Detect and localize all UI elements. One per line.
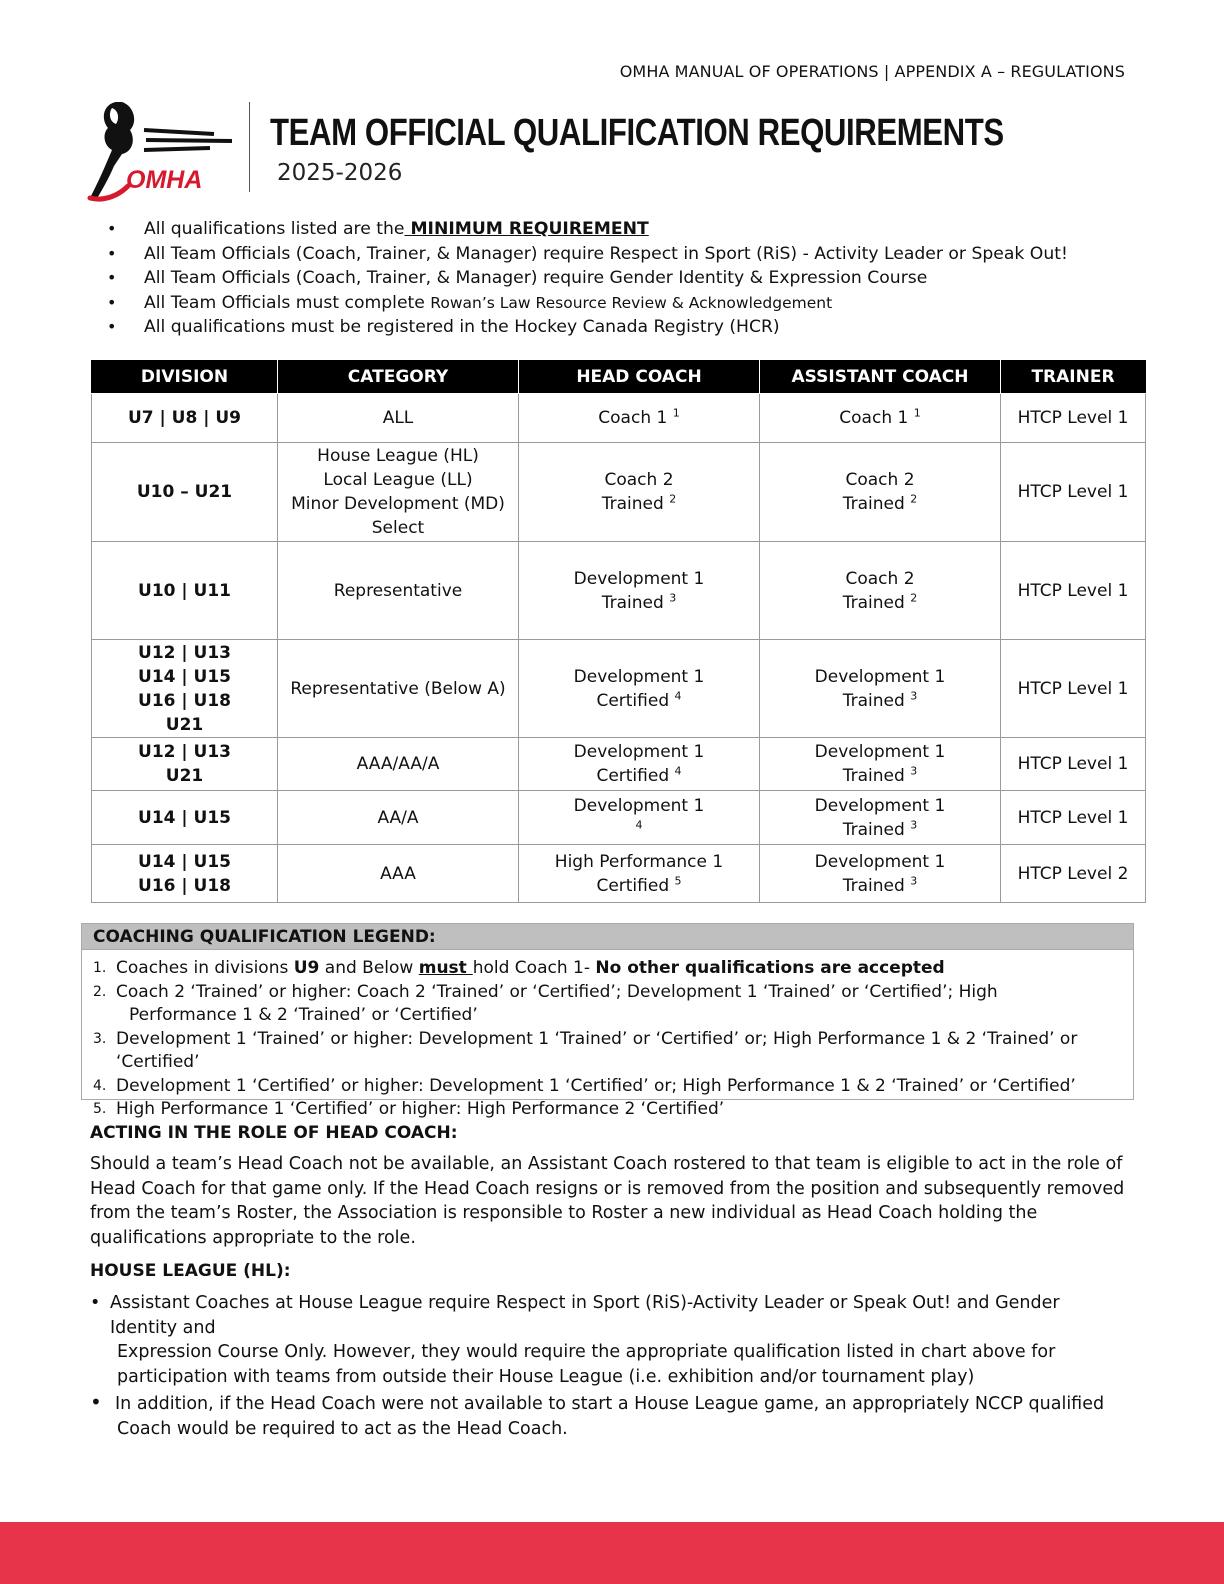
cell-line: Coach 1: [839, 408, 909, 428]
column-header-division: DIVISION: [92, 360, 278, 394]
head-coach-cell: [519, 791, 760, 845]
head-coach-cell: [519, 542, 760, 640]
legend-emphasis: U9: [293, 958, 320, 978]
cell-line: High Performance 1: [554, 851, 724, 872]
table-row: [92, 738, 1146, 791]
category-cell: [278, 542, 519, 640]
bullet-text: In addition, if the Head Coach were not available to start a House League game, an appropriately NCCP qualified: [115, 1394, 1105, 1414]
legend-text: hold Coach 1-: [472, 958, 596, 978]
cell-line: U21: [165, 714, 204, 735]
list-item: [90, 1291, 1130, 1389]
cell-line: U14 | U15: [138, 807, 231, 828]
trainer-cell: HTCP Level 1: [1001, 791, 1146, 845]
minimum-requirement-emphasis: MINIMUM REQUIREMENT: [404, 219, 649, 239]
list-item: [90, 1392, 1130, 1441]
assistant-coach-cell: [760, 443, 1001, 542]
cell-line: Trained: [842, 690, 905, 711]
assistant-coach-cell: [760, 640, 1001, 738]
list-item: [105, 291, 1068, 316]
head-coach-cell: [519, 845, 760, 903]
head-coach-cell: [519, 394, 760, 443]
cell-line: U12 | U13: [138, 742, 231, 762]
cell-line: Trained: [842, 875, 905, 896]
cell-line: Coach 1: [598, 408, 668, 428]
acting-head-coach-heading: ACTING IN THE ROLE OF HEAD COACH:: [90, 1123, 458, 1143]
footnote-reference: 2: [669, 492, 677, 506]
omha-logo: [86, 94, 238, 204]
legend-emphasis: must: [418, 958, 473, 978]
cell-line: Trained: [842, 494, 905, 514]
cell-line: U10 – U21: [136, 482, 233, 502]
cell-line: Coach 2: [845, 568, 915, 589]
cell-line: Representative (Below A): [290, 678, 506, 699]
cell-line: Trained: [842, 766, 905, 786]
table-row: [92, 443, 1146, 542]
footnote-reference: 3: [910, 688, 918, 702]
legend-item: [82, 957, 1133, 981]
cell-line: Development 1: [814, 795, 946, 816]
intro-bullet-list: [105, 217, 1068, 340]
assistant-coach-cell: [760, 738, 1001, 791]
cell-line: Local League (LL): [323, 470, 473, 490]
legend-text: Coach 2 ‘Trained’ or higher: Coach 2 ‘Trained’ or ‘Certified’; Development 1 ‘Trained’ or ‘Certified’; High: [116, 981, 998, 1002]
cell-line: Trained: [842, 819, 905, 840]
footnote-reference: 4: [635, 817, 643, 831]
cell-line: Coach 2: [845, 470, 915, 490]
category-cell: [278, 738, 519, 791]
cell-line: AA/A: [377, 807, 419, 828]
cell-line: Development 1: [814, 742, 946, 762]
footnote-reference: 4: [674, 688, 682, 702]
head-coach-cell: [519, 640, 760, 738]
list-item: [105, 242, 1068, 267]
qualification-table: [91, 360, 1146, 903]
footnote-reference: 5: [674, 873, 682, 887]
legend-number: 5.: [93, 1101, 107, 1117]
cell-line: AAA: [380, 863, 416, 884]
cell-line: Certified: [596, 875, 670, 896]
trainer-cell: HTCP Level 2: [1001, 845, 1146, 903]
logo-wordmark: OMHA: [126, 166, 203, 194]
legend-text: High Performance 1 ‘Certified’ or higher: High Performance 2 ‘Certified’: [116, 1099, 725, 1119]
bullet-text: Assistant Coaches at House League require Respect in Sport (RiS)-Activity Leader or Speak Out! and Gender Identity and: [110, 1293, 1060, 1338]
footnote-reference: 3: [669, 590, 677, 604]
legend-number: 1.: [93, 960, 107, 976]
cell-line: U16 | U18: [138, 875, 231, 896]
cell-line: Development 1: [573, 742, 705, 762]
footnote-reference: 3: [910, 817, 918, 831]
head-coach-cell: [519, 738, 760, 791]
column-header-trainer: TRAINER: [1001, 360, 1146, 394]
trainer-cell: HTCP Level 1: [1001, 443, 1146, 542]
cell-line: Certified: [596, 690, 670, 711]
season-label: 2025-2026: [277, 160, 403, 186]
list-item: [105, 217, 1068, 242]
footnote-reference: 3: [910, 764, 918, 778]
house-league-heading: HOUSE LEAGUE (HL):: [90, 1261, 291, 1281]
cell-line: U14 | U15: [138, 666, 231, 687]
bullet-text: Coach would be required to act as the Head Coach.: [117, 1418, 568, 1439]
cell-line: Coach 2: [604, 470, 674, 490]
footnote-reference: 3: [910, 873, 918, 887]
cell-line: Development 1: [814, 666, 946, 687]
cell-line: Trained: [601, 494, 664, 514]
page-title: TEAM OFFICIAL QUALIFICATION REQUIREMENTS: [270, 112, 1004, 154]
trainer-cell: HTCP Level 1: [1001, 738, 1146, 791]
cell-line: Development 1: [573, 568, 705, 589]
column-header-head-coach: HEAD COACH: [519, 360, 760, 394]
division-cell: [92, 845, 278, 903]
bullet-text: All Team Officials (Coach, Trainer, & Manager) require Respect in Sport (RiS) - Activity Leader or Speak Out!: [144, 243, 1068, 264]
trainer-cell: HTCP Level 1: [1001, 394, 1146, 443]
category-cell: [278, 845, 519, 903]
legend-text: Coaches in divisions: [116, 958, 294, 978]
legend-text: Performance 1 & 2 ‘Trained’ or ‘Certified’: [129, 1005, 478, 1025]
division-cell: [92, 791, 278, 845]
logo-divider: [249, 102, 250, 192]
table-body: [92, 394, 1146, 903]
legend-text: Development 1 ‘Certified’ or higher: Development 1 ‘Certified’ or; High Performance 1 & 2 ‘Trained’ or ‘Certified’: [116, 1075, 1076, 1096]
legend-text: and Below: [319, 958, 419, 978]
cell-line: Trained: [601, 592, 664, 613]
footnote-reference: 2: [910, 492, 918, 506]
rowans-law-text: Rowan’s Law Resource Review & Acknowledgement: [430, 293, 833, 312]
division-cell: [92, 443, 278, 542]
table-row: [92, 542, 1146, 640]
column-header-category: CATEGORY: [278, 360, 519, 394]
category-cell: [278, 394, 519, 443]
table-header-row: [92, 360, 1146, 394]
column-header-assistant-coach: ASSISTANT COACH: [760, 360, 1001, 394]
legend-title: COACHING QUALIFICATION LEGEND:: [82, 924, 1133, 950]
list-item: [105, 315, 1068, 340]
division-cell: [92, 738, 278, 791]
cell-line: U10 | U11: [138, 580, 231, 601]
legend-item: [82, 981, 1133, 1028]
footnote-reference: 2: [910, 590, 918, 604]
assistant-coach-cell: [760, 542, 1001, 640]
division-cell: [92, 542, 278, 640]
cell-line: Development 1: [573, 666, 705, 687]
bullet-icon: •: [90, 1293, 101, 1313]
division-cell: [92, 394, 278, 443]
legend-item: [82, 1075, 1133, 1099]
table-row: [92, 640, 1146, 738]
bullet-text: All qualifications must be registered in the Hockey Canada Registry (HCR): [144, 317, 780, 337]
head-coach-cell: [519, 443, 760, 542]
bullet-text: All qualifications listed are the: [144, 219, 405, 239]
legend-item: [82, 1098, 1133, 1122]
cell-line: U7 | U8 | U9: [128, 408, 241, 428]
table-row: [92, 394, 1146, 443]
cell-line: Development 1: [814, 851, 946, 872]
acting-head-coach-paragraph: Should a team’s Head Coach not be available, an Assistant Coach rostered to that team is eligible to act in the role of Head Coach for that game only. If the Head Coach resigns or is removed from the position and subsequently removed from the team’s Roster, the Association is responsible to Roster a new individual as Head Coach holding the qualifications appropriate to the role.: [90, 1154, 1125, 1248]
footnote-reference: 4: [674, 764, 682, 778]
assistant-coach-cell: [760, 791, 1001, 845]
category-cell: [278, 640, 519, 738]
cell-line: U14 | U15: [138, 851, 231, 872]
cell-line: ALL: [382, 408, 414, 428]
house-league-list: [90, 1291, 1130, 1444]
bullet-text: All Team Officials (Coach, Trainer, & Manager) require Gender Identity & Expression Course: [144, 268, 928, 288]
table-row: [92, 791, 1146, 845]
footnote-reference: 1: [672, 406, 680, 420]
cell-line: House League (HL): [317, 446, 479, 466]
coaching-legend: [81, 923, 1134, 1119]
category-cell: [278, 791, 519, 845]
legend-text: Development 1 ‘Trained’ or higher: Development 1 ‘Trained’ or ‘Certified’ or; High Performance 1 & 2 ‘Trained’ or ‘Certified’: [116, 1028, 1078, 1072]
trainer-cell: HTCP Level 1: [1001, 542, 1146, 640]
running-header: OMHA MANUAL OF OPERATIONS | APPENDIX A – REGULATIONS: [619, 62, 1125, 81]
cell-line: AAA/AA/A: [356, 754, 440, 774]
bullet-icon: •: [90, 1390, 102, 1414]
legend-item: [82, 1028, 1133, 1075]
assistant-coach-cell: [760, 394, 1001, 443]
legend-list: [82, 950, 1133, 1122]
legend-number: 4.: [93, 1077, 107, 1094]
cell-line: Select: [371, 518, 425, 538]
cell-line: Representative: [333, 580, 463, 601]
footer-bar: [0, 1522, 1224, 1584]
bullet-text: All Team Officials must complete: [144, 292, 431, 313]
cell-line: Development 1: [573, 795, 705, 816]
division-cell: [92, 640, 278, 738]
assistant-coach-cell: [760, 845, 1001, 903]
cell-line: U12 | U13: [138, 642, 231, 663]
cell-line: Trained: [842, 592, 905, 613]
table-row: [92, 845, 1146, 903]
footnote-reference: 1: [913, 406, 921, 420]
legend-emphasis: No other qualifications are accepted: [595, 958, 945, 978]
trainer-cell: HTCP Level 1: [1001, 640, 1146, 738]
bullet-text: Expression Course Only. However, they would require the appropriate qualification listed in chart above for participation with teams from outside their House League (i.e. exhibition and/or tournament play): [117, 1342, 1056, 1387]
cell-line: Minor Development (MD): [291, 494, 505, 514]
category-cell: [278, 443, 519, 542]
cell-line: U16 | U18: [138, 690, 231, 711]
legend-number: 3.: [93, 1030, 107, 1047]
cell-line: Certified: [596, 766, 670, 786]
cell-line: U21: [165, 766, 204, 786]
legend-number: 2.: [93, 983, 107, 1000]
list-item: [105, 266, 1068, 291]
